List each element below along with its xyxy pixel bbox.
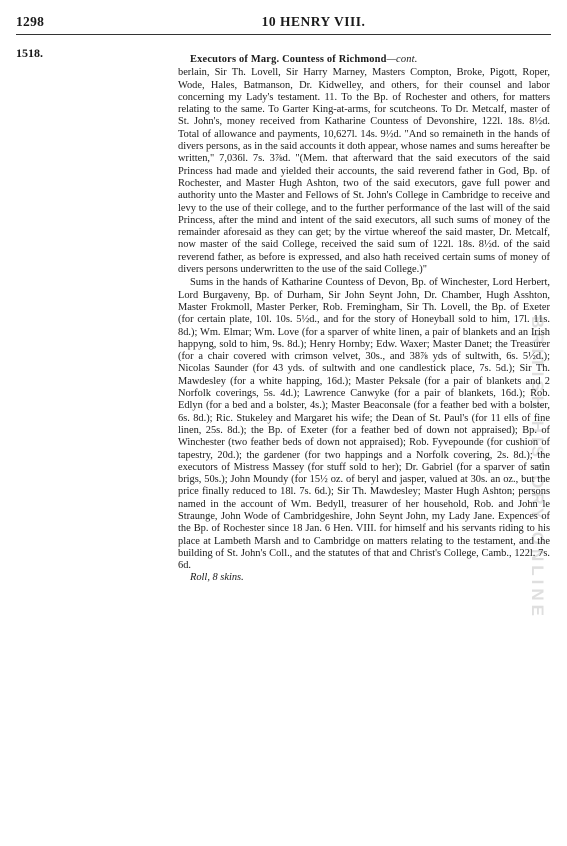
page-number: 1298 xyxy=(16,14,45,29)
running-head: 10 HENRY VIII. xyxy=(261,14,366,29)
year-margin-note: 1518. xyxy=(16,46,43,60)
watermark: BRITISH HISTORY ONLINE xyxy=(528,316,547,620)
roll-note: Roll, 8 skins. xyxy=(190,572,244,584)
paragraph-accounts: berlain, Sir Th. Lovell, Sir Harry Marney, Masters Compton, Broke, Pigott, Roper, Wode, Hales, Batmanson, Dr. Kidwelley, and others, for their counsel and labor concerning my Lady's testament. 11. To the Bp. of Rochester and others, for matters relating to the same. To Garter King-at-arms, for scutcheons. To Dr. Metcalf, master of St. John's, money received from Katharine Countess of Devonshire, 122l. 18s. 8½d. Total of allowance and payments, 10,627l. 14s. 9½d. "And so remaineth in the hands of divers persons, as in the said accounts it doth appear, whose names and sums hereafter be written," 7,036l. 7s. 3⅞d. "(Mem. that afterward that the said executors of the said Princess had made and yielded their accounts, the said reverend father in God, Bp. of Rochester, and Master Hugh Ashton, two of the said executors, gave full power and authority unto the Master and Fellows of St. John's College in Cambridge to receive and levy to the use of their college, and to the further performance of the last will of the said Princess, after the mind and intent of the said executors, all such sums of money of the remainder aforesaid as they can get; by the virtue whereof the said master, Dr. Metcalf, now master of the said College, received the said sum of 122l. 18s. 8½d. of the said reverend father, as before is expressed, and also hath received certain sums of money of divers persons underwritten to the use of the said College.)" xyxy=(178,67,550,276)
main-content xyxy=(178,54,550,585)
paragraph-sums: Sums in the hands of Katharine Countess of Devon, Bp. of Winchester, Lord Herbert, Lord Burgaveny, Bp. of Durham, Sir John Seynt John, Dr. Chamber, Hugh Asshton, Master Frokmoll, Master Perker, Rob. Fremingham, Sir Th. Lovell, the Bp. of Exeter (for certain plate, 10l. 10s. 5½d., and for the story of Honeyball sold to him, 17l. 11s. 8d.); Wm. Elmar; Wm. Love (for a sparver of white linen, a pair of blankets and an Irish happyng, sold to him, 9s. 8d.); Henry Hornby; Edw. Waxer; Master Danet; the Treasurer (for a chair covered with crimson velvet, 30s., and 38⅞ yds of sultwith, 6s. 5½d.); Nicolas Saunder (for 43 yds. of sultwith and one candlestick place, 7s. 5d.); Sir Th. Mawdesley (for a white happing, 16d.); Master Peksale (for a pair of blankets and 2 Norfolk coverings, 5s. 4d.); Lawrence Canwyke (for a pair of blankets, 16d.); Rob. Edlyn (for a bed and a bolster, 4s.); Master Beaconsale (for a feather bed with a bolster, 6s. 8d.); Ric. Stukeley and Margaret his wife; the Dean of St. Paul's (for 11 ells of fine linen, 25s. 8d.); the Bp. of Exeter (for a feather bed of down not appraised); Bp. of Winchester (two feather beds of down not appraised); Rob. Fyvepounde (for cushion of tapestry, 20d.); the gardener (for two happings and a Norfolk covering, 2s. 8d.); the executors of Mistress Massey (for stuff sold to her); Dr. Gabriel (for a sparver of satin brigs, 50s.); John Moundy (for 15½ oz. of beryl and jasper, valued at 30s. an oz., but the price finally reduced to 18l. 7s. 6d.); Sir Th. Mawdesley; Master Hugh Ashton; persons named in the account of Wm. Bedyll, treasurer of her household, Rob. and John le Straunge, John Wode of Cambridgeshire, John Seynt John, my Lady Jane. Expences of the Bp. of Rochester since 18 Jan. 6 Hen. VIII. for himself and his servants riding to his place at Lambeth Marsh and to Cambridge on matters relating to the testament, and the building of St. John's Coll., and the statutes of that and Christ's College, Camb., 122l. 7s. 6d. xyxy=(178,277,550,572)
header-rule xyxy=(16,34,551,35)
section-heading xyxy=(178,54,550,66)
section-heading-cont: —cont. xyxy=(386,54,418,65)
section-heading-text: Executors of Marg. Countess of Richmond xyxy=(190,54,387,65)
